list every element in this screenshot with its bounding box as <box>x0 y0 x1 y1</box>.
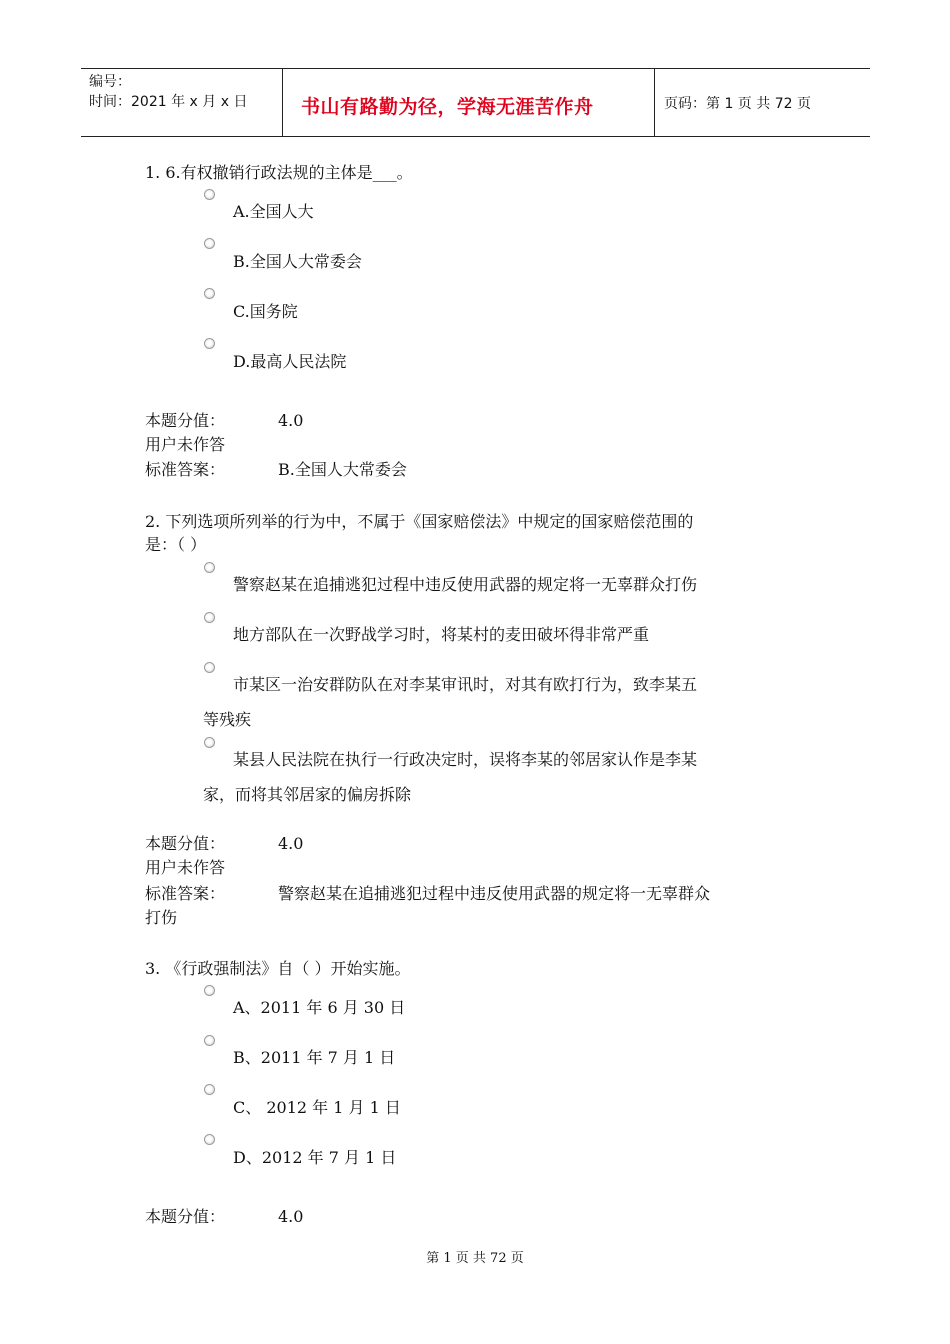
question-title: 2. 下列选项所列举的行为中，不属于《国家赔偿法》中规定的国家赔偿范围的 <box>145 512 694 531</box>
option-label: D.最高人民法院 <box>233 352 347 371</box>
time-label: 时间：2021 年 x 月 x 日 <box>89 94 248 110</box>
answer-label: 标准答案： <box>145 884 226 903</box>
option-radio[interactable] <box>204 1084 215 1095</box>
score-label: 本题分值： <box>145 834 226 853</box>
header-divider <box>654 69 655 136</box>
option-radio[interactable] <box>204 985 215 996</box>
question-title: 3. 《行政强制法》自（ ）开始实施。 <box>145 959 411 978</box>
option-label: B.全国人大常委会 <box>233 252 362 271</box>
option-label-continued: 等残疾 <box>203 710 252 729</box>
standard-answer-continued: 打伤 <box>145 908 178 927</box>
score-value: 4.0 <box>278 834 304 853</box>
header-divider <box>282 69 283 136</box>
option-radio[interactable] <box>204 662 215 673</box>
answer-status: 用户未作答 <box>145 435 226 454</box>
option-label: B、2011 年 7 月 1 日 <box>233 1048 396 1067</box>
standard-answer: 警察赵某在追捕逃犯过程中违反使用武器的规定将一无辜群众 <box>278 884 711 903</box>
option-radio[interactable] <box>204 1134 215 1145</box>
answer-label: 标准答案： <box>145 460 226 479</box>
score-label: 本题分值： <box>145 411 226 430</box>
option-radio[interactable] <box>204 288 215 299</box>
option-label: 市某区一治安群防队在对李某审讯时，对其有欧打行为，致李某五 <box>233 675 698 694</box>
answer-status: 用户未作答 <box>145 858 226 877</box>
option-label-continued: 家，而将其邻居家的偏房拆除 <box>203 785 412 804</box>
option-radio[interactable] <box>204 189 215 200</box>
option-radio[interactable] <box>204 562 215 573</box>
header-meta <box>89 72 247 112</box>
option-radio[interactable] <box>204 737 215 748</box>
option-label: A.全国人大 <box>233 202 314 221</box>
option-label: A、2011 年 6 月 30 日 <box>233 998 406 1017</box>
option-label: C、 2012 年 1 月 1 日 <box>233 1098 401 1117</box>
option-label: C.国务院 <box>233 302 298 321</box>
standard-answer: B.全国人大常委会 <box>278 460 407 479</box>
question-title: 1. 6.有权撤销行政法规的主体是___。 <box>145 163 413 182</box>
option-radio[interactable] <box>204 238 215 249</box>
option-label: 地方部队在一次野战学习时，将某村的麦田破坏得非常严重 <box>233 625 650 644</box>
option-radio[interactable] <box>204 1035 215 1046</box>
header-motto: 书山有路勤为径，学海无涯苦作舟 <box>301 96 594 118</box>
option-label: D、2012 年 7 月 1 日 <box>233 1148 397 1167</box>
page-header <box>81 68 870 137</box>
serial-label: 编号： <box>89 74 131 90</box>
score-label: 本题分值： <box>145 1207 226 1226</box>
score-value: 4.0 <box>278 411 304 430</box>
header-page-number: 页码：第 1 页 共 72 页 <box>664 96 811 112</box>
page-footer: 第 1 页 共 72 页 <box>426 1251 524 1266</box>
option-label: 警察赵某在追捕逃犯过程中违反使用武器的规定将一无辜群众打伤 <box>233 575 698 594</box>
option-radio[interactable] <box>204 338 215 349</box>
option-label: 某县人民法院在执行一行政决定时，误将李某的邻居家认作是李某 <box>233 750 698 769</box>
question-title-continued: 是：（ ） <box>145 535 207 554</box>
score-value: 4.0 <box>278 1207 304 1226</box>
option-radio[interactable] <box>204 612 215 623</box>
